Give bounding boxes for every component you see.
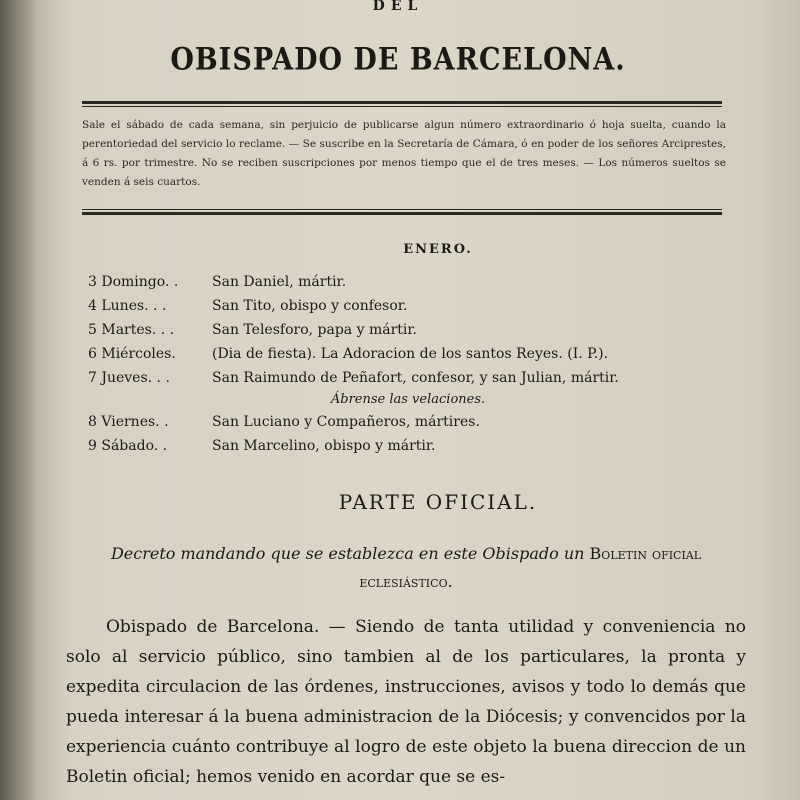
calendar-row	[88, 366, 748, 390]
calendar-row	[88, 342, 748, 366]
calendar-row	[88, 410, 748, 434]
calendar-row	[88, 318, 748, 342]
book-spine-shadow	[0, 0, 38, 800]
calendar-day: 5 Martes. . .	[88, 322, 175, 338]
calendar-day: 3 Domingo. .	[88, 274, 179, 290]
section-title: PARTE OFICIAL.	[338, 490, 538, 514]
calendar-note-row	[88, 390, 748, 410]
calendar-saint: San Marcelino, obispo y mártir.	[212, 438, 436, 454]
calendar-saint: San Tito, obispo y confesor.	[212, 298, 408, 314]
page-content	[66, 0, 746, 800]
masthead-title: OBISPADO DE BARCELONA.	[170, 41, 626, 78]
calendar-saint: San Telesforo, papa y mártir.	[212, 322, 417, 338]
notice-rule-bottom	[82, 212, 722, 215]
calendar-saint: San Luciano y Compañeros, mártires.	[212, 414, 480, 430]
decree-title	[68, 540, 744, 596]
decree-title-italic: Decreto mandando que se establezca en este Obispado un	[110, 544, 585, 563]
calendar-day: 7 Jueves. . .	[88, 370, 170, 386]
decree-title-smallcaps: Boletin oficial eclesiástico.	[359, 544, 702, 591]
calendar-row	[88, 294, 748, 318]
calendar-day: 9 Sábado. .	[88, 438, 168, 454]
masthead-prefix: DEL	[372, 0, 424, 14]
calendar-list	[88, 270, 748, 458]
calendar-saint: (Dia de fiesta). La Adoracion de los santos Reyes. (I. P.).	[212, 346, 609, 362]
calendar-month: ENERO.	[403, 242, 473, 257]
calendar-day: 4 Lunes. . .	[88, 298, 167, 314]
masthead-rule-top	[82, 101, 722, 104]
calendar-row	[88, 434, 748, 458]
calendar-saint: San Raimundo de Peñafort, confesor, y san Julian, mártir.	[212, 370, 619, 386]
calendar-day: 6 Miércoles.	[88, 346, 176, 362]
notice-rule-thin	[82, 209, 722, 210]
calendar-note: Ábrense las velaciones.	[330, 392, 486, 407]
masthead-rule-top-thin	[82, 106, 722, 107]
calendar-day: 8 Viernes. .	[88, 414, 169, 430]
decree-body: Obispado de Barcelona. — Siendo de tanta utilidad y conveniencia no solo al servicio público, sino tambien al de los particulares, la pronta y expedita circulacion de las órdenes, instrucciones, avisos y todo lo demás que pueda interesar á la buena administracion de la Diócesis; y convencidos por la experiencia cuánto contribuye al logro de este objeto la buena direccion de un Boletin oficial; hemos venido en acordar que se es-	[66, 617, 746, 787]
calendar-row	[88, 270, 748, 294]
subscription-notice: Sale el sábado de cada semana, sin perjuicio de publicarse algun número extraordinario ó hoja suelta, cuando la perentoriedad del servicio lo reclame. — Se suscribe en la Secretaría de Cámara, ó en poder de los señores Arciprestes, á 6 rs. por trimestre. No se reciben suscripciones por menos tiempo que el de tres meses. — Los números sueltos se venden á seis cuartos.	[82, 119, 726, 188]
calendar-saint: San Daniel, mártir.	[212, 274, 347, 290]
